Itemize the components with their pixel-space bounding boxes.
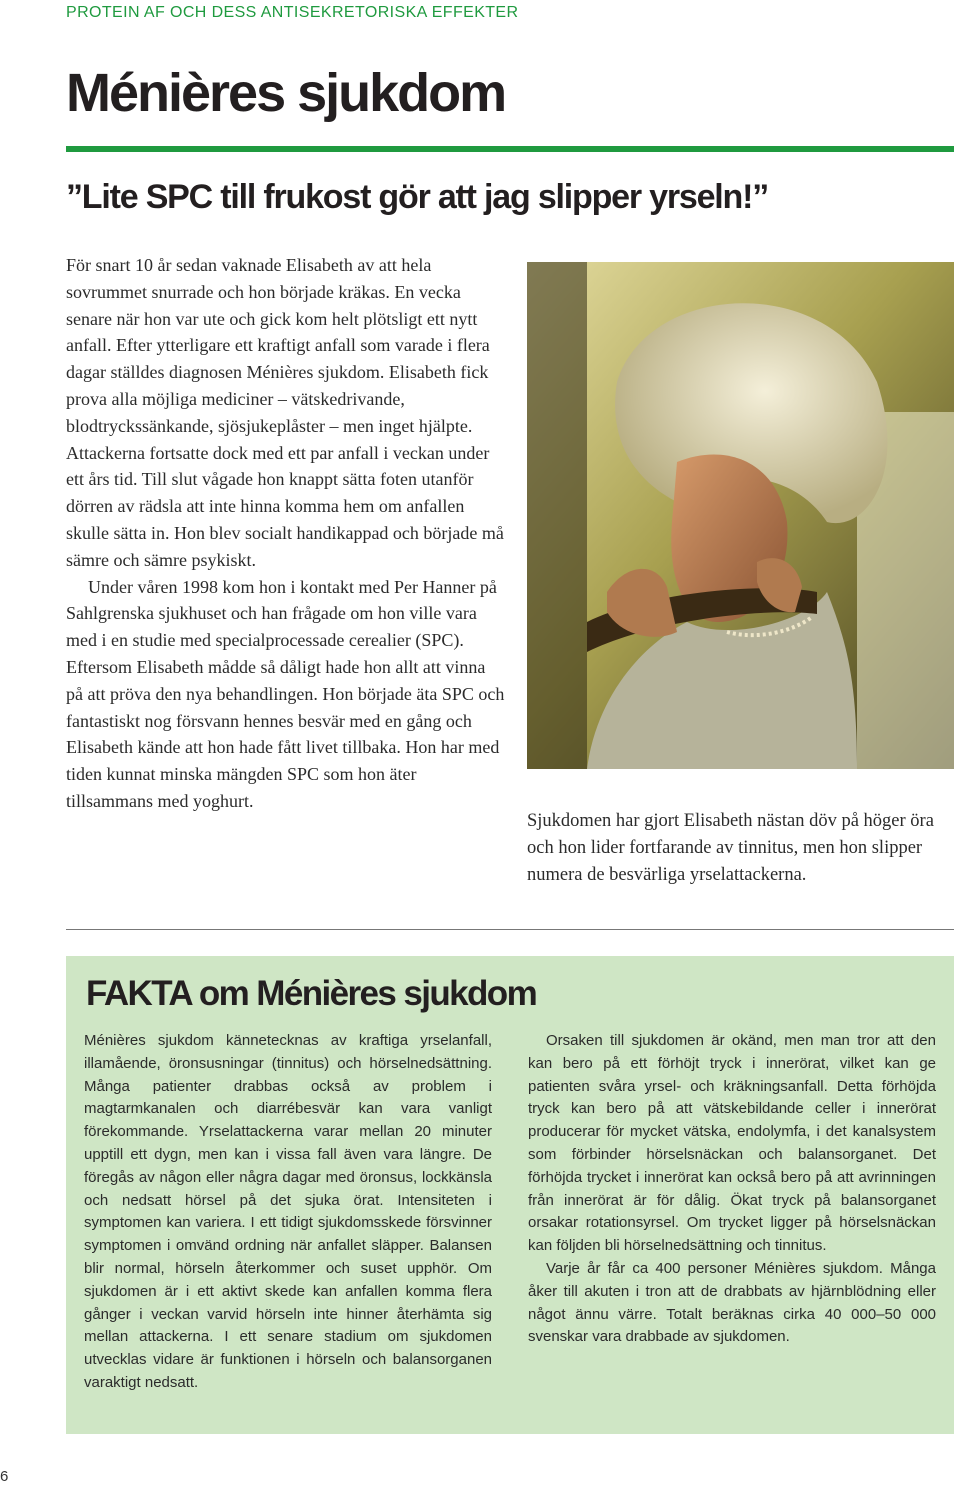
article-headline: ”Lite SPC till frukost gör att jag slipper yrseln!”	[66, 178, 769, 216]
portrait-photo	[527, 262, 954, 769]
fact-paragraph-left: Ménières sjukdom kännetecknas av kraftiga yrselanfall, illamående, öronsusningar (tinnitus) och hörselnedsättning. Många patienter drabbas också av problem i magtarmkanalen och diarrébesvär kan vara vanligt förekommande. Yrselattackerna varar mellan 20 minuter upptill ett dygn, men kan i vissa fall även vara längre. De föregås av någon eller några dagar med öronsus, lockkänsla och nedsatt hörsel på det sjuka örat. Intensiteten i symptomen kan variera. I ett tidigt sjukdomsskede försvinner symptomen i omvänd ordning när anfallet släpper. Balansen blir normal, hörseln återkommer och suset upphör. Om sjukdomen är i ett aktivt skede kan anfallen komma flera gånger i veckan varvid hörseln inte hinner återhämta sig mellan attackerna. I ett senare stadium om sjukdomen utvecklas vidare är funktionen i hörseln och balansorganen varaktigt nedsatt.	[84, 1032, 492, 1391]
page-number: 6	[0, 1468, 9, 1485]
title-divider	[66, 146, 954, 152]
article-body	[66, 252, 506, 815]
fact-paragraph-right-1: Orsaken till sjukdomen är okänd, men man tror att den kan bero på ett förhöjt tryck i innerörat, vilket kan ge patienten svåra yrsel- och kräkningsanfall. Detta förhöjda tryck kan bero på att vätskebildande celler i innerörat producerar för mycket vätska, endolymfa, i det kanalsystem som förbinder hörselsnäckan och balansorganet. Det förhöjda trycket i innerörat kan också bero på att avrinningen från innerörat är för dålig. Ökat tryck på balansorganet orsakar rotationsyrsel. Om trycket ligger på hörselsnäckan kan följden bli hörselnedsättning och tinnitus.	[528, 1032, 936, 1255]
fact-box-title: FAKTA om Ménières sjukdom	[86, 974, 537, 1013]
page-title: Ménières sjukdom	[66, 63, 506, 123]
section-divider	[66, 929, 954, 930]
running-head: PROTEIN AF OCH DESS ANTISEKRETORISKA EFFEKTER	[66, 4, 519, 21]
photo-caption: Sjukdomen har gjort Elisabeth nästan döv på höger öra och hon lider fortfarande av tinnitus, men hon slipper numera de besvärliga yrselattackerna.	[527, 811, 934, 885]
fact-paragraph-right-2: Varje år får ca 400 personer Ménières sjukdom. Många åker till akuten i tron att de drabbats av hjärnblödning eller något ännu värre. Totalt beräknas cirka 40 000–50 000 svenskar vara drabbade av sjukdomen.	[528, 1259, 936, 1346]
fact-column-right	[528, 1030, 936, 1349]
fact-box	[66, 956, 954, 1434]
article-paragraph-2: Under våren 1998 kom hon i kontakt med Per Hanner på Sahlgrenska sjukhuset och han frågade om hon ville vara med i en studie med specialprocessade cerealier (SPC). Eftersom Elisabeth mådde så dåligt hade hon allt att vinna på att pröva den nya behandlingen. Hon började äta SPC och fantastiskt nog försvann hennes besvär med en gång och Elisabeth kände att hon hade fått livet tillbaka. Hon har med tiden kunnat minska mängden SPC som hon äter tillsammans med yoghurt.	[66, 576, 505, 811]
article-paragraph-1: För snart 10 år sedan vaknade Elisabeth av att hela sovrummet snurrade och hon började kräkas. En vecka senare när hon var ute och gick kom helt plötsligt ett nytt anfall. Efter ytterligare ett kraftigt anfall som varade i flera dagar ställdes diagnosen Ménières sjukdom. Elisabeth fick prova alla möjliga mediciner – vätskedrivande, blodtryckssänkande, sjösjukeplåster – men inget hjälpte. Attackerna fortsatte dock med ett par anfall i veckan under ett års tid. Till slut vågade hon knappt sätta foten utanför dörren av rädsla att inte hinna komma hem om anfallen skulle sätta in. Hon blev socialt handikappad och började må sämre och sämre psykiskt.	[66, 255, 504, 570]
fact-column-left	[84, 1030, 492, 1395]
